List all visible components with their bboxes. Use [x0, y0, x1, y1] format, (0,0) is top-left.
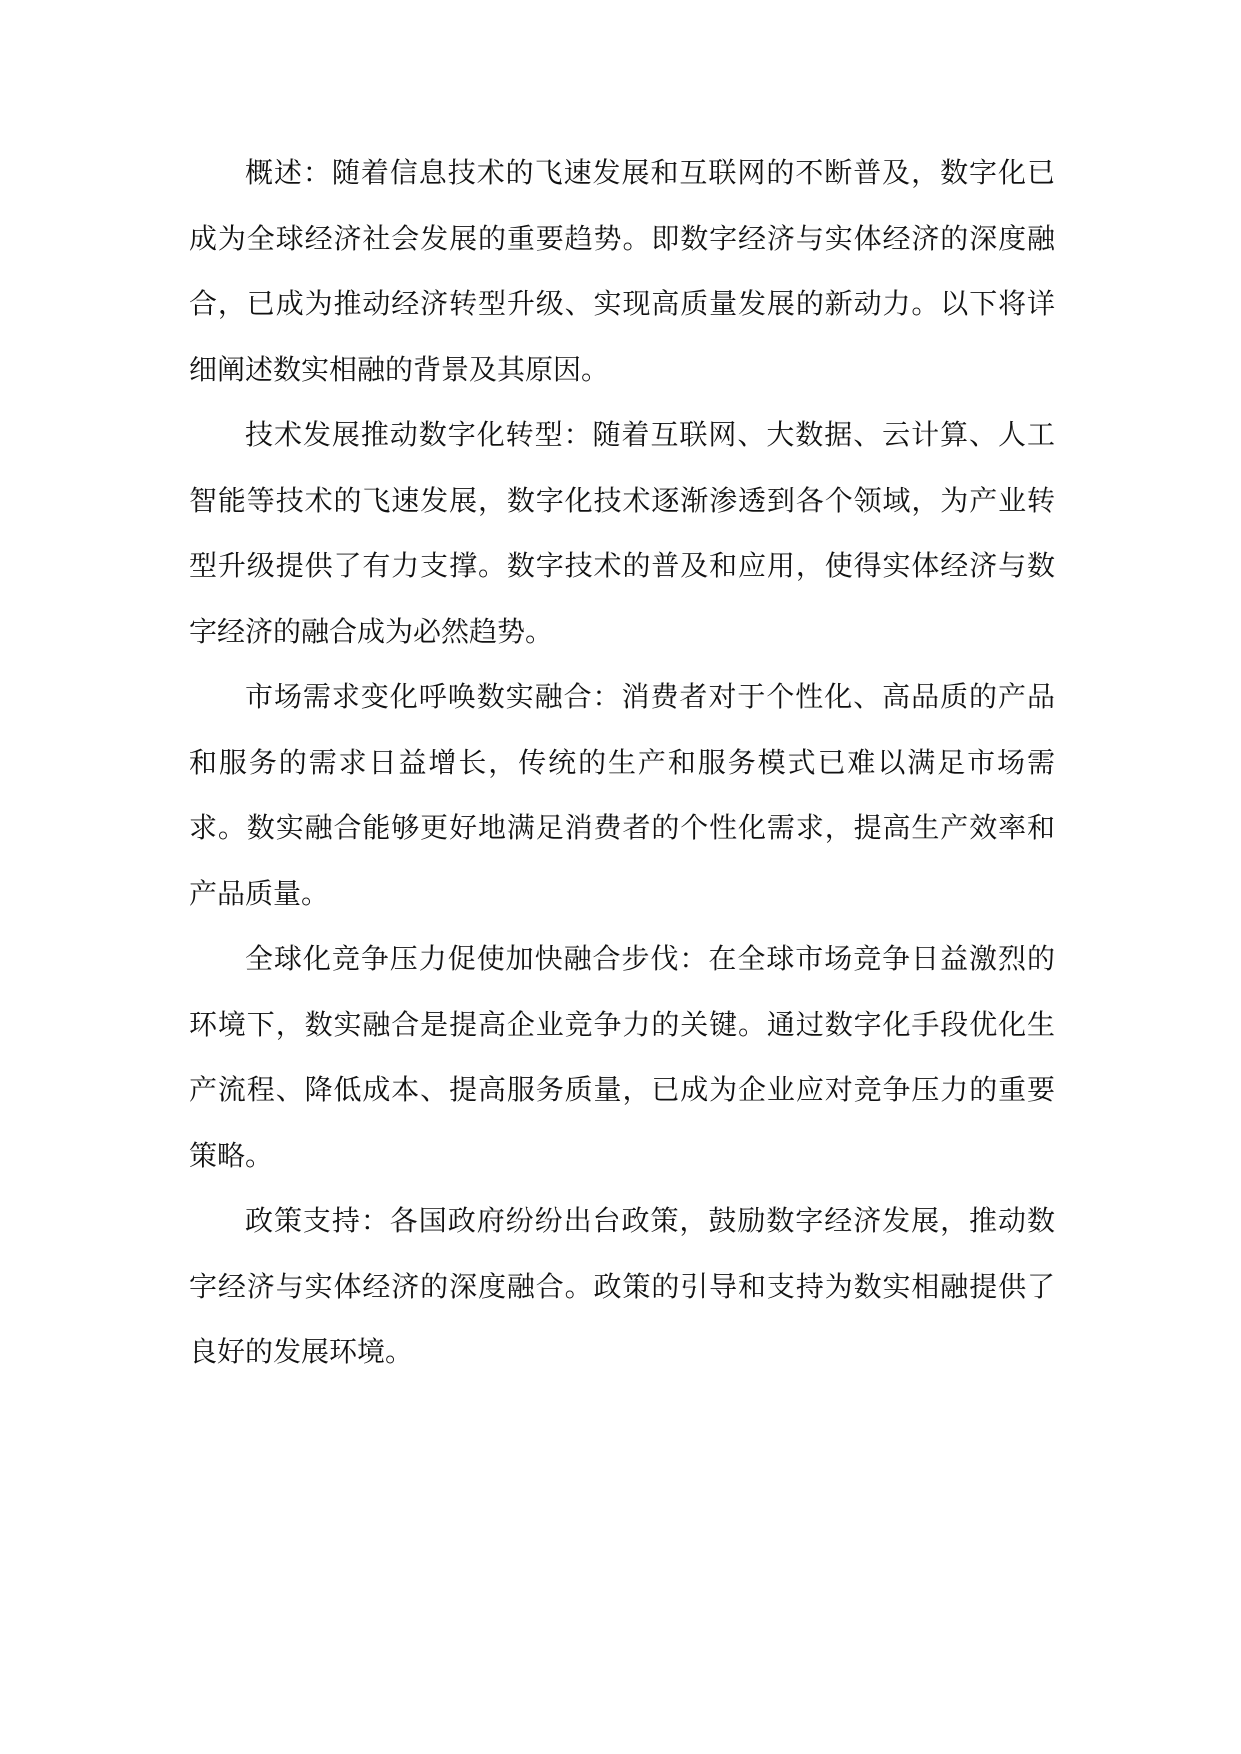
document-body — [189, 140, 1055, 1385]
paragraph-technology: 技术发展推动数字化转型：随着互联网、大数据、云计算、人工智能等技术的飞速发展，数字化技术逐渐渗透到各个领域，为产业转型升级提供了有力支撑。数字技术的普及和应用，使得实体经济与数字经济的融合成为必然趋势。 — [189, 418, 1055, 648]
paragraph-global-competition: 全球化竞争压力促使加快融合步伐：在全球市场竞争日益激烈的环境下，数实融合是提高企业竞争力的关键。通过数字化手段优化生产流程、降低成本、提高服务质量，已成为企业应对竞争压力的重要策略。 — [189, 942, 1055, 1172]
paragraph-market-demand: 市场需求变化呼唤数实融合：消费者对于个性化、高品质的产品和服务的需求日益增长，传统的生产和服务模式已难以满足市场需求。数实融合能够更好地满足消费者的个性化需求，提高生产效率和产品质量。 — [189, 680, 1055, 910]
paragraph-overview: 概述：随着信息技术的飞速发展和互联网的不断普及，数字化已成为全球经济社会发展的重要趋势。即数字经济与实体经济的深度融合，已成为推动经济转型升级、实现高质量发展的新动力。以下将详细阐述数实相融的背景及其原因。 — [189, 156, 1055, 386]
paragraph-policy-support: 政策支持：各国政府纷纷出台政策，鼓励数字经济发展，推动数字经济与实体经济的深度融合。政策的引导和支持为数实相融提供了良好的发展环境。 — [189, 1204, 1055, 1368]
